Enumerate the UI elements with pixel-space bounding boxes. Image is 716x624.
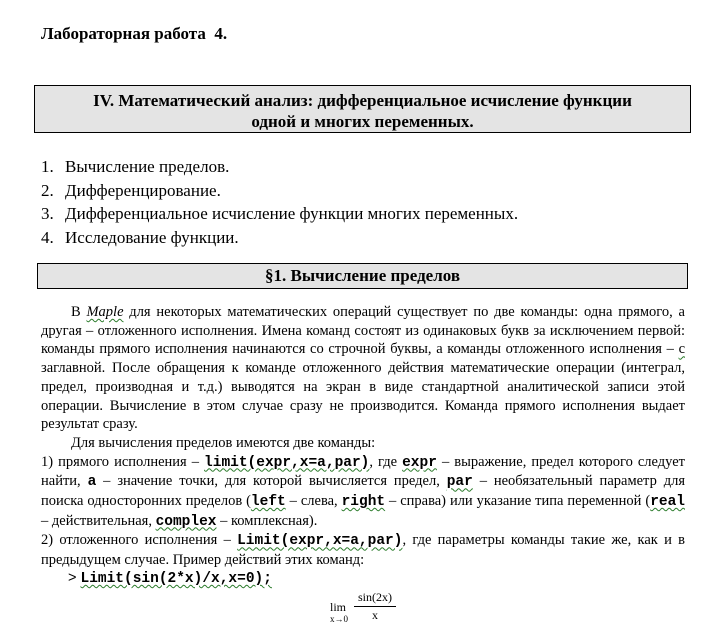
maple-prompt: >: [68, 570, 81, 586]
paragraph-item2: 2) отложенного исполнения – Limit(expr,x=a,par), где параметры команды такие же, как и в предыдущем случае. Пример действий этих команд:: [41, 532, 685, 569]
denominator: x: [372, 608, 378, 622]
numerator: sin(2x): [358, 590, 392, 604]
spell-marked-word: с: [678, 341, 685, 358]
chapter-heading: [34, 85, 691, 133]
section-heading: §1. Вычисление пределов: [37, 263, 688, 289]
list-item-number: 4.: [41, 227, 54, 247]
right-term: right: [341, 494, 386, 511]
limit-deferred-command: Limit(expr,x=a,par): [237, 533, 403, 550]
maple-term: Maple: [86, 304, 124, 320]
list-item: [41, 179, 518, 203]
list-item-label: Вычисление пределов.: [65, 157, 230, 176]
expr-term: expr: [402, 454, 437, 471]
list-item-number: 2.: [41, 180, 54, 200]
complex-term: complex: [155, 513, 217, 530]
list-item-label: Дифференциальное исчисление функции многих переменных.: [65, 204, 519, 223]
lab-title: Лабораторная работа 4.: [41, 24, 228, 43]
left-term: left: [250, 494, 286, 511]
lim-symbol: lim: [330, 600, 347, 614]
list-item: [41, 155, 518, 179]
maple-input-line: [68, 570, 272, 587]
list-item: [41, 202, 518, 226]
list-item-number: 3.: [41, 204, 54, 223]
paragraph: В Maple для некоторых математических операций существует по две команды: одна прямого, а другая – отложенного исполнения. Имена команд состоят из одинаковых букв за исключением первой: команды прямого исполнения начинаются со строчной буквы, а команды отложенного исполнения – с заглавной. После обращения к команде отложенного действия математические операции (интеграл, предел, производная и т.д.) выводятся на экран в виде стандартной аналитической записи этой операции. Вычисление в этом случае сразу не производится. Команда прямого исполнения выдает результат сразу.: [41, 304, 685, 433]
a-term: a: [87, 474, 97, 491]
list-item-label: Исследование функции.: [65, 227, 239, 247]
chapter-heading-line1: IV. Математический анализ: дифференциальное исчисление функции: [93, 91, 632, 110]
fraction: [354, 590, 396, 623]
fraction-bar: [354, 606, 396, 607]
list-item: [41, 226, 518, 250]
list-item-number: 1.: [41, 157, 54, 176]
real-term: real: [650, 494, 685, 511]
body-text: [41, 303, 685, 570]
maple-command: Limit(sin(2*x)/x,x=0);: [80, 571, 272, 587]
list-item-label: Дифференцирование.: [65, 180, 221, 200]
limit-command: limit(expr,x=a,par): [204, 454, 370, 471]
paragraph: Для вычисления пределов имеются две команды:: [71, 434, 376, 451]
chapter-heading-line2: одной и многих переменных.: [251, 112, 474, 131]
paragraph-item1: 1) прямого исполнения – limit(expr,x=a,par), где expr – выражение, предел которого следует найти, a – значение точки, для которой вычисляется предел, par – необязательный параметр для поиска односторонних пределов (left – слева, right – справа) или указание типа переменной (real – действительная, complex – комплексная).: [41, 453, 685, 530]
par-term: par: [446, 474, 473, 491]
contents-list: [41, 155, 518, 249]
lim-subscript: x→0: [330, 614, 348, 624]
